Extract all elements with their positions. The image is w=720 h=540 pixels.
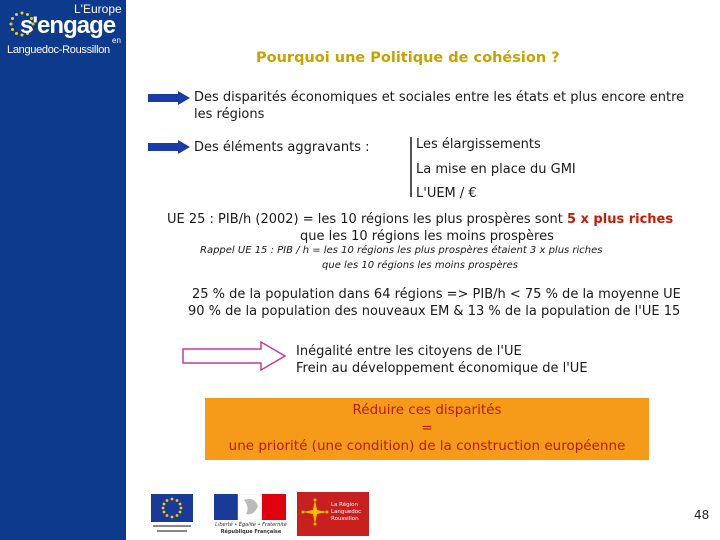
ue25-stat-line1: [167, 212, 673, 227]
arrow-right-icon: [148, 140, 190, 154]
aggravants-divider: [410, 137, 412, 197]
population-stat-line2: 90 % de la population des nouveaux EM & 13 % de la population de l'UE 15: [188, 304, 681, 319]
brand-line3: Languedoc-Roussillon: [7, 44, 110, 56]
occitan-cross-icon: [301, 498, 329, 526]
logo-republique-francaise: [210, 492, 290, 536]
marianne-icon: [214, 494, 286, 520]
bullet-disparites-line1: Des disparités économiques et sociales entre les états et plus encore entre: [194, 90, 685, 105]
population-stat-line1: 25 % de la population dans 64 régions => PIB/h < 75 % de la moyenne UE: [192, 287, 681, 302]
rappel-line2: que les 10 régions les moins prospères: [322, 260, 518, 271]
outline-arrow-icon: [181, 340, 287, 372]
rf-motto: Liberté • Égalité • Fraternité: [215, 522, 287, 528]
arrow-right-icon: [148, 91, 190, 105]
banner-line2: =: [421, 420, 433, 436]
brand-line1: L'Europe: [74, 2, 122, 16]
slide-title: Pourquoi une Politique de cohésion ?: [256, 50, 560, 66]
logo-region-lr: [297, 492, 369, 536]
rf-name: République Française: [220, 529, 282, 535]
brand-line2: s'engage: [20, 12, 116, 39]
page-number: 48: [694, 508, 710, 522]
conclusion-banner: [205, 398, 649, 460]
ue25-stat-prefix: UE 25 : PIB/h (2002) = les 10 régions les plus prospères sont: [167, 212, 567, 227]
banner-line1: Réduire ces disparités: [352, 402, 502, 418]
aggravant-item: Les élargissements: [416, 137, 541, 152]
consequence-line2: Frein au développement économique de l'UE: [296, 361, 588, 376]
brand-en: en: [112, 36, 121, 45]
sidebar: [0, 0, 126, 540]
rappel-line1: Rappel UE 15 : PIB / h = les 10 régions les plus prospères étaient 3 x plus riches: [200, 245, 603, 256]
bullet-disparites-line2: les régions: [194, 107, 265, 122]
bullet-aggravants: Des éléments aggravants :: [194, 140, 370, 155]
aggravant-item: L'UEM / €: [416, 186, 477, 201]
ue25-stat-line2: que les 10 régions les moins prospères: [300, 229, 554, 244]
logo-europe-sengage: [0, 0, 126, 64]
banner-line3: une priorité (une condition) de la construction européenne: [228, 438, 626, 454]
aggravant-item: La mise en place du GMI: [416, 162, 576, 177]
consequence-line1: Inégalité entre les citoyens de l'UE: [296, 344, 522, 359]
ue25-highlight: 5 x plus riches: [566, 212, 674, 227]
region-logo-text: La Région Languedoc Roussillon: [331, 502, 362, 522]
eu-flag-icon: [149, 492, 195, 536]
